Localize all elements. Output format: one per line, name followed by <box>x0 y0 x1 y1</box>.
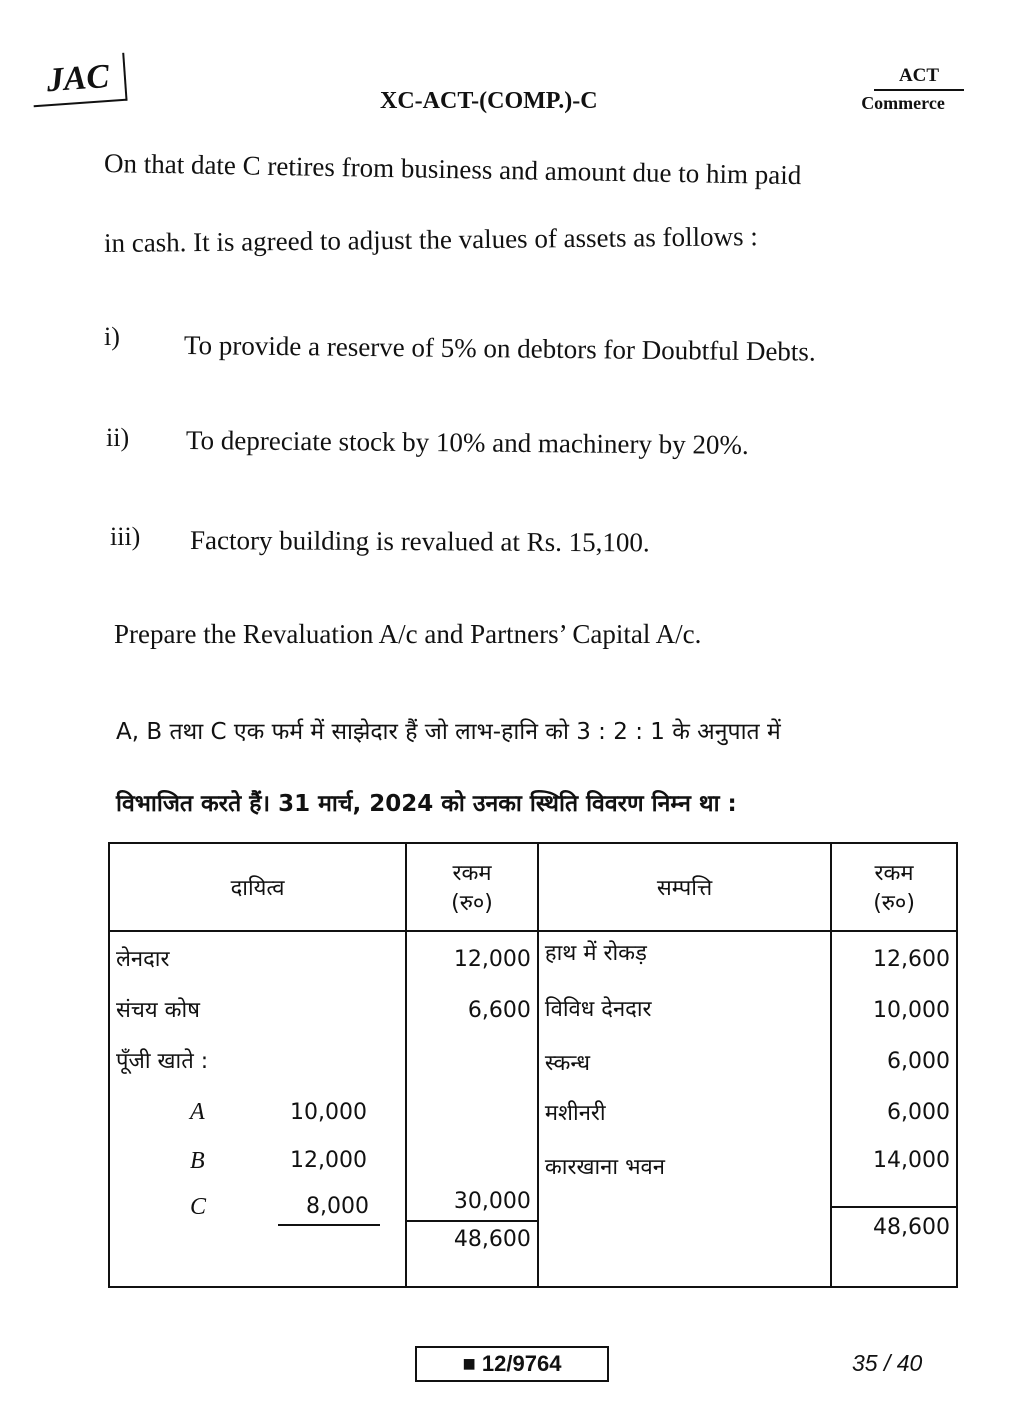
assets-column <box>538 931 831 1287</box>
capital-row <box>110 1184 405 1230</box>
asset-name: कारखाना भवन <box>544 1155 665 1180</box>
liability-amount: 12,000 <box>453 947 531 972</box>
jac-logo: JAC <box>30 53 127 107</box>
header-liabilities: दायित्व <box>109 843 406 931</box>
asset-amount: 12,600 <box>873 947 950 972</box>
item-1-text: To provide a reserve of 5% on debtors for Doubtful Debts. <box>183 330 816 367</box>
asset-name: मशीनरी <box>544 1101 606 1126</box>
item-2-label: ii) <box>106 423 130 452</box>
liabilities-column <box>109 931 406 1287</box>
assets-amount-column <box>831 931 957 1287</box>
total-liabilities: 48,600 <box>407 1220 537 1268</box>
capital-row <box>110 1087 405 1138</box>
liability-name: संचय कोष <box>116 998 200 1023</box>
header-currency-label: (रु०) <box>451 891 493 916</box>
header-amount-right <box>831 843 957 931</box>
instruction: Prepare the Revaluation A/c and Partners’ Capital A/c. <box>114 619 702 649</box>
asset-amount: 10,000 <box>873 998 950 1023</box>
balance-sheet-table <box>108 842 958 1288</box>
liability-amount <box>407 1036 537 1087</box>
partner-name: C <box>190 1194 207 1220</box>
question-para-1: On that date C retires from business and amount due to him paid <box>103 148 802 191</box>
subject-top: ACT <box>874 64 964 91</box>
table-body-row <box>109 931 957 1287</box>
question-code-box: ■ 12/9764 <box>415 1346 609 1382</box>
asset-amount: 6,000 <box>887 1100 950 1125</box>
item-3-label: iii) <box>110 522 141 551</box>
asset-name: विविध देनदार <box>544 997 652 1022</box>
liability-name: लेनदार <box>116 947 170 972</box>
asset-amount: 6,000 <box>887 1049 950 1074</box>
paper-code: XC-ACT-(COMP.)-C <box>380 88 598 114</box>
capital-underline <box>278 1224 380 1226</box>
liabilities-amount-column <box>406 931 538 1287</box>
capital-total: 30,000 <box>453 1189 531 1214</box>
header-amount-label: रकम <box>874 861 914 886</box>
subject-label <box>842 64 964 115</box>
hindi-line-2: विभाजित करते हैं। 31 मार्च, 2024 को उनका स्थिति विवरण निम्न था : <box>116 791 737 817</box>
liability-amount: 6,600 <box>467 998 531 1023</box>
header-amount-label: रकम <box>452 861 492 886</box>
header-amount-left <box>406 843 538 931</box>
hindi-line-1: A, B तथा C एक फर्म में साझेदार हैं जो लाभ-हानि को 3 : 2 : 1 के अनुपात में <box>116 719 781 745</box>
table-header-row <box>109 843 957 931</box>
asset-amount: 14,000 <box>873 1148 950 1173</box>
total-assets: 48,600 <box>832 1206 956 1254</box>
partner-capital: 8,000 <box>306 1194 369 1219</box>
partner-capital: 12,000 <box>290 1148 367 1173</box>
item-1-label: i) <box>104 322 120 351</box>
question-para-2: in cash. It is agreed to adjust the values of assets as follows : <box>103 221 758 258</box>
capital-row <box>110 1138 405 1184</box>
asset-name: स्कन्ध <box>544 1051 590 1076</box>
page-number: 35 / 40 <box>852 1350 923 1376</box>
liability-name: पूँजी खाते : <box>116 1049 209 1074</box>
item-3-text: Factory building is revalued at Rs. 15,100. <box>189 525 650 558</box>
header-assets: सम्पत्ति <box>538 843 831 931</box>
item-2-text: To depreciate stock by 10% and machinery by 20%. <box>185 425 749 460</box>
partner-capital: 10,000 <box>290 1100 367 1125</box>
header-currency-label: (रु०) <box>873 891 915 916</box>
asset-name: हाथ में रोकड़ <box>544 941 647 966</box>
partner-name: B <box>190 1148 205 1174</box>
subject-bottom: Commerce <box>861 93 945 113</box>
partner-name: A <box>190 1099 205 1125</box>
